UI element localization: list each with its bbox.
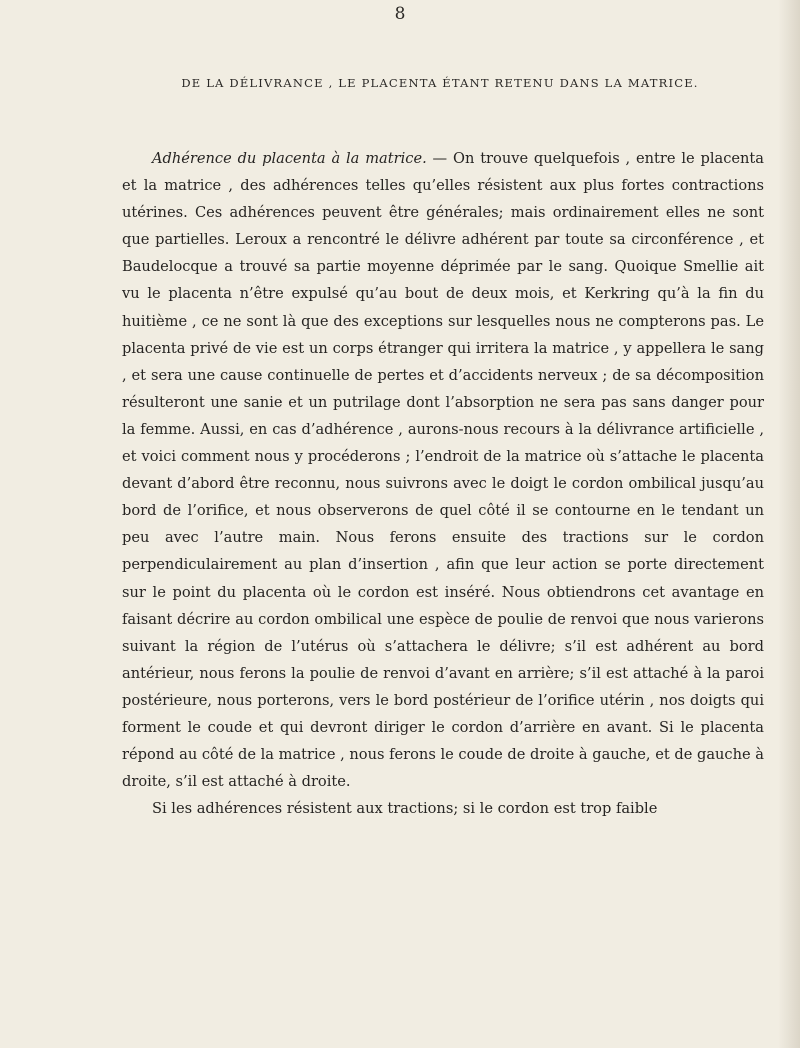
page-edge-shadow <box>778 0 800 1048</box>
paragraph-text: Si les adhérences résistent aux tractions; si le cordon est trop faible <box>152 800 658 818</box>
paragraph <box>122 795 764 822</box>
body-text <box>122 145 764 822</box>
running-head: DE LA DÉLIVRANCE , LE PLACENTA ÉTANT RETENU DANS LA MATRICE. <box>181 76 699 90</box>
paragraph <box>122 145 764 795</box>
page-number: 8 <box>394 4 406 24</box>
section-title: Adhérence du placenta à la matrice. <box>152 150 427 167</box>
paragraph-text: — On trouve quelquefois , entre le placenta et la matrice , des adhérences telles qu’elles résistent aux plus fortes contractions utérines. Ces adhérences peuvent être générales; mais ordinairement elles ne sont que partielles. Leroux a rencontré le délivre adhérent par toute sa circonférence , et Baudelocque a trouvé sa partie moyenne déprimée par le sang. Quoique Smellie ait vu le placenta n’être expulsé qu’au bout de deux mois, et Kerkring qu’à la fin du huitième , ce ne sont là que des exceptions sur lesquelles nous ne compterons pas. Le placenta privé de vie est un corps étranger qui irritera la matrice , y appellera le sang , et sera une cause continuelle de pertes et d’accidents nerveux ; de sa décomposition résulteront une sanie et un putrilage dont l’absorption ne sera pas sans danger pour la femme. Aussi, en cas d’adhérence , aurons-nous recours à la délivrance artificielle , et voici comment nous y procéderons ; l’endroit de la matrice où s’attache le placenta devant d’abord être reconnu, nous suivrons avec le doigt le cordon ombilical jusqu’au bord de l’orifice, et nous observerons de quel côté il se contourne en le tendant un peu avec l’autre main. Nous ferons ensuite des tractions sur le cordon perpendiculairement au plan d’insertion , afin que leur action se porte directement sur le point du placenta où le cordon est inséré. Nous obtiendrons cet avantage en faisant décrire au cordon ombilical une espèce de poulie de renvoi que nous varierons suivant la région de l’utérus où s’attachera le délivre; s’il est adhérent au bord antérieur, nous ferons la poulie de renvoi d’avant en arrière; s’il est attaché à la paroi postérieure, nous porterons, vers le bord postérieur de l’orifice utérin , nos doigts qui forment le coude et qui devront diriger le cordon d’arrière en avant. Si le placenta répond au côté de la matrice , nous ferons le coude de droite à gauche, et de gauche à droite, s’il est attaché à droite. <box>122 150 764 791</box>
